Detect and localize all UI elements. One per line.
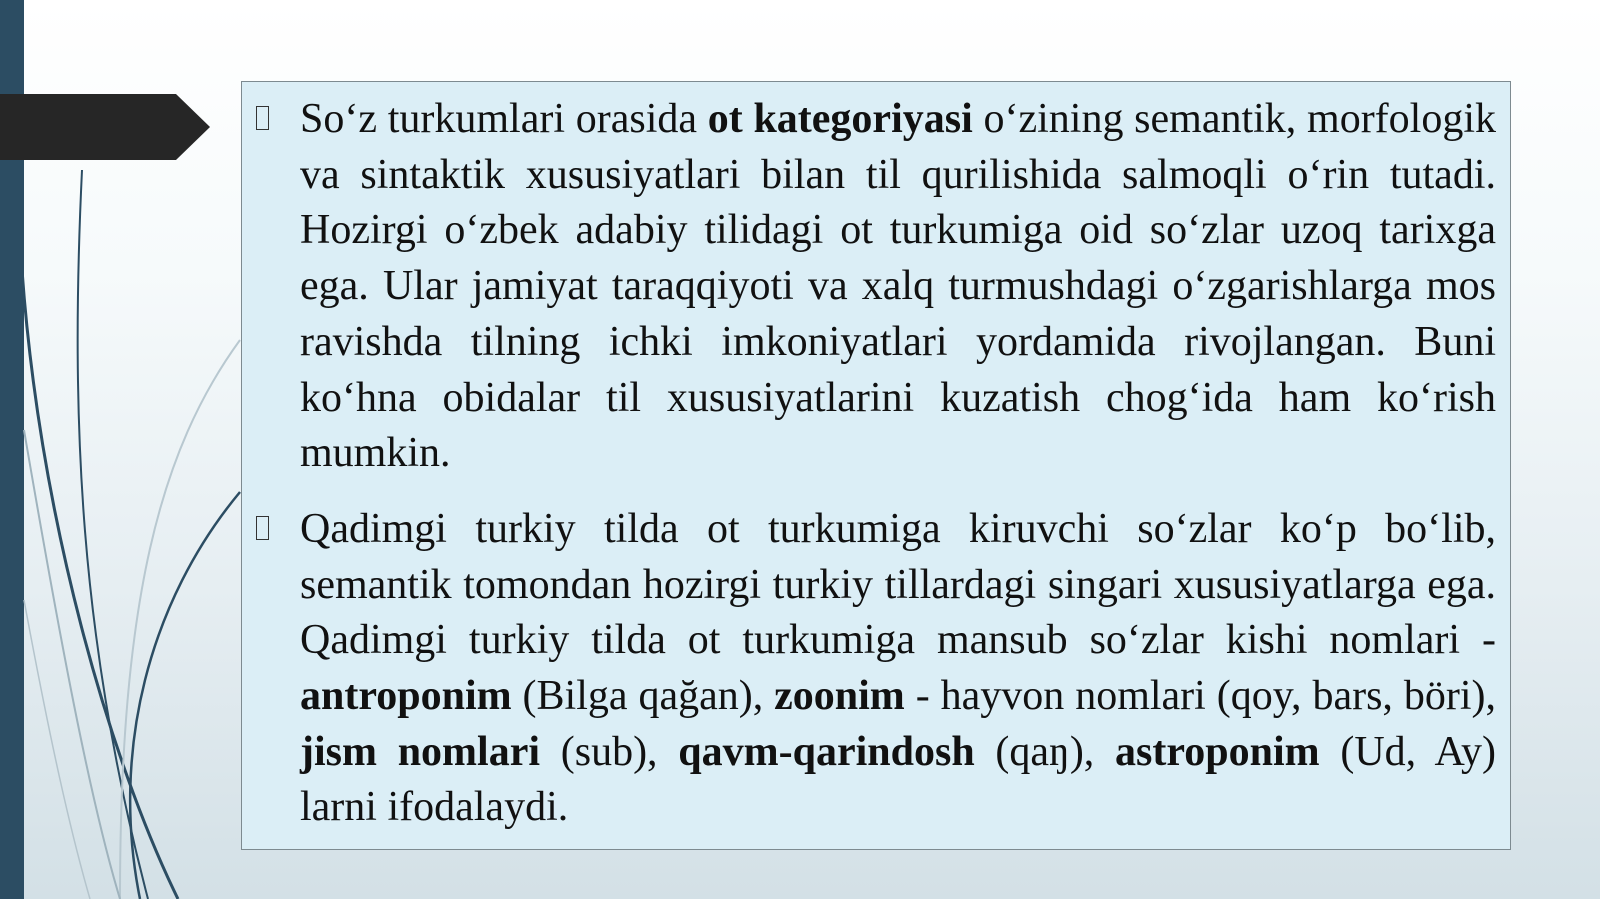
title-arrow-tab: [0, 94, 210, 160]
bold-term: jism nomlari: [300, 728, 541, 775]
bullet-item-2: [256, 502, 1496, 836]
arrow-tab-shape: [0, 94, 210, 160]
bold-term: ot kategoriyasi: [707, 96, 973, 142]
text-run: o‘zining semantik, morfologik va sintaktik xususiyatlari bilan til qurilishida salmoqli o‘rin tutadi. Hozirgi o‘zbek adabiy tilidagi ot turkumiga oid so‘zlar uzoq tarixga ega. Ular jamiyat taraqqiyoti va xalq turmushdagi o‘zgarishlarga mos ravishda tilning ichki imkoniyatlari yordamida rivojlangan. Buni ko‘hna obidalar til xususiyatlarini kuzatish chog‘ida ham ko‘rish mumkin.: [300, 96, 1497, 477]
text-run: (qaŋ),: [974, 728, 1116, 775]
text-run: (Ud, Ay) larni ifodalaydi.: [300, 728, 1497, 831]
content-text-box: [241, 81, 1511, 850]
text-run: Qadimgi turkiy tilda ot turkumiga kiruvchi so‘zlar ko‘p bo‘lib, semantik tomondan hozirgi turkiy tillardagi singari xususiyatlarga ega. Qadimgi turkiy tilda ot turkumiga mansub so‘zlar kishi nomlari -: [300, 505, 1496, 664]
text-run: (sub),: [540, 728, 679, 775]
text-run: - hayvon nomlari (qoy, bars, böri),: [904, 673, 1496, 720]
bold-term: astroponim: [1115, 728, 1320, 775]
square-bullet-icon: [256, 516, 269, 540]
text-run: (Bilga qağan),: [511, 673, 775, 720]
bullet-item-1: [256, 92, 1496, 482]
bold-term: antroponim: [300, 673, 512, 720]
square-bullet-icon: [256, 106, 269, 130]
paragraph-1: [300, 92, 1496, 482]
bold-term: qavm-qarindosh: [678, 728, 975, 775]
paragraph-2: [300, 502, 1496, 836]
bold-term: zoonim: [774, 673, 905, 720]
text-run: So‘z turkumlari orasida: [300, 96, 708, 142]
